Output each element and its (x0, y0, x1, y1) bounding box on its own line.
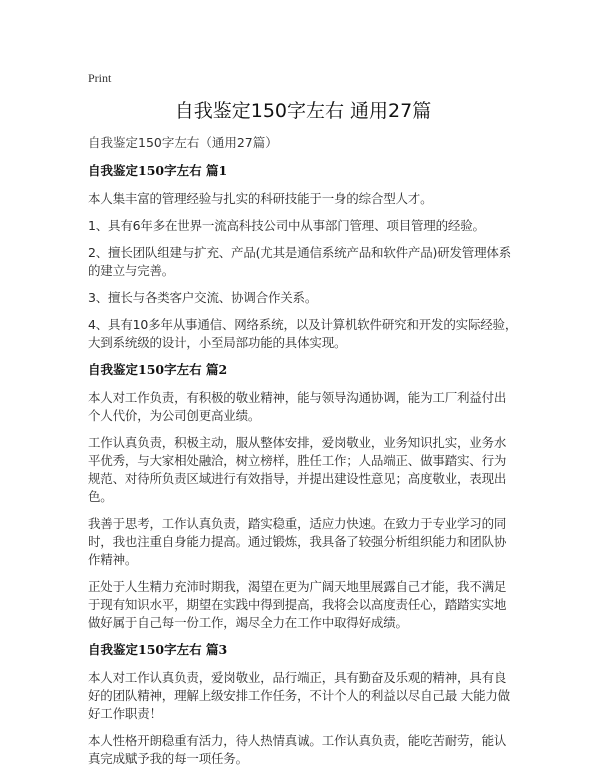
document-title: 自我鉴定150字左右 通用27篇 (174, 100, 432, 122)
document-page (88, 70, 518, 777)
section-2 (88, 361, 518, 632)
paragraph: 2、擅长团队组建与扩充、产品(尤其是通信系统产品和软件产品)研发管理体系的建立与完善。 (88, 245, 512, 278)
paragraph: 我善于思考，工作认真负责，踏实稳重，适应力快速。在致力于专业学习的同时，我也注重自身能力提高。通过锻炼，我具备了较强分析组织能力和团队协作精神。 (88, 516, 507, 567)
section-heading: 自我鉴定150字左右 篇1 (88, 163, 228, 178)
paragraph: 本人集丰富的管理经验与扎实的科研技能于一身的综合型人才。 (88, 191, 433, 206)
section-3 (88, 641, 518, 768)
paragraph: 4、具有10多年从事通信、网络系统，以及计算机软件研究和开发的实际经验，大到系统级的设计，小至局部功能的具体实现。 (88, 317, 518, 350)
section-heading: 自我鉴定150字左右 篇2 (88, 362, 228, 377)
paragraph: 本人性格开朗稳重有活力，待人热情真诚。工作认真负责，能吃苦耐劳，能认真完成赋予我的每一项任务。 (88, 733, 507, 766)
document-subtitle: 自我鉴定150字左右（通用27篇） (88, 135, 278, 150)
paragraph: 工作认真负责，积极主动，服从整体安排，爱岗敬业，业务知识扎实，业务水平优秀，与大家相处融洽，树立榜样，胜任工作；人品端正、做事踏实、行为规范、对待所负责区域进行有效指导，并提出建设性意见；高度敬业，表现出色。 (88, 435, 507, 504)
paragraph: 1、具有6年多在世界一流高科技公司中从事部门管理、项目管理的经验。 (88, 218, 485, 233)
paragraph: 本人对工作认真负责，爱岗敬业，品行端正，具有勤奋及乐观的精神，具有良好的团队精神，理解上级安排工作任务，不计个人的利益以尽自己最 大能力做好工作职责！ (88, 670, 510, 721)
section-1 (88, 162, 518, 352)
section-heading: 自我鉴定150字左右 篇3 (88, 642, 228, 657)
paragraph: 本人对工作负责，有积极的敬业精神，能与领导沟通协调，能为工厂利益付出个人代价，为公司创更高业绩。 (88, 390, 507, 423)
print-link[interactable]: Print (88, 71, 112, 85)
paragraph: 正处于人生精力充沛时期我，渴望在更为广阔天地里展露自己才能，我不满足于现有知识水平，期望在实践中得到提高，我将会以高度责任心，踏踏实实地做好属于自己每一份工作，竭尽全力在工作中取得好成绩。 (88, 579, 507, 630)
paragraph: 3、擅长与各类客户交流、协调合作关系。 (88, 290, 318, 305)
